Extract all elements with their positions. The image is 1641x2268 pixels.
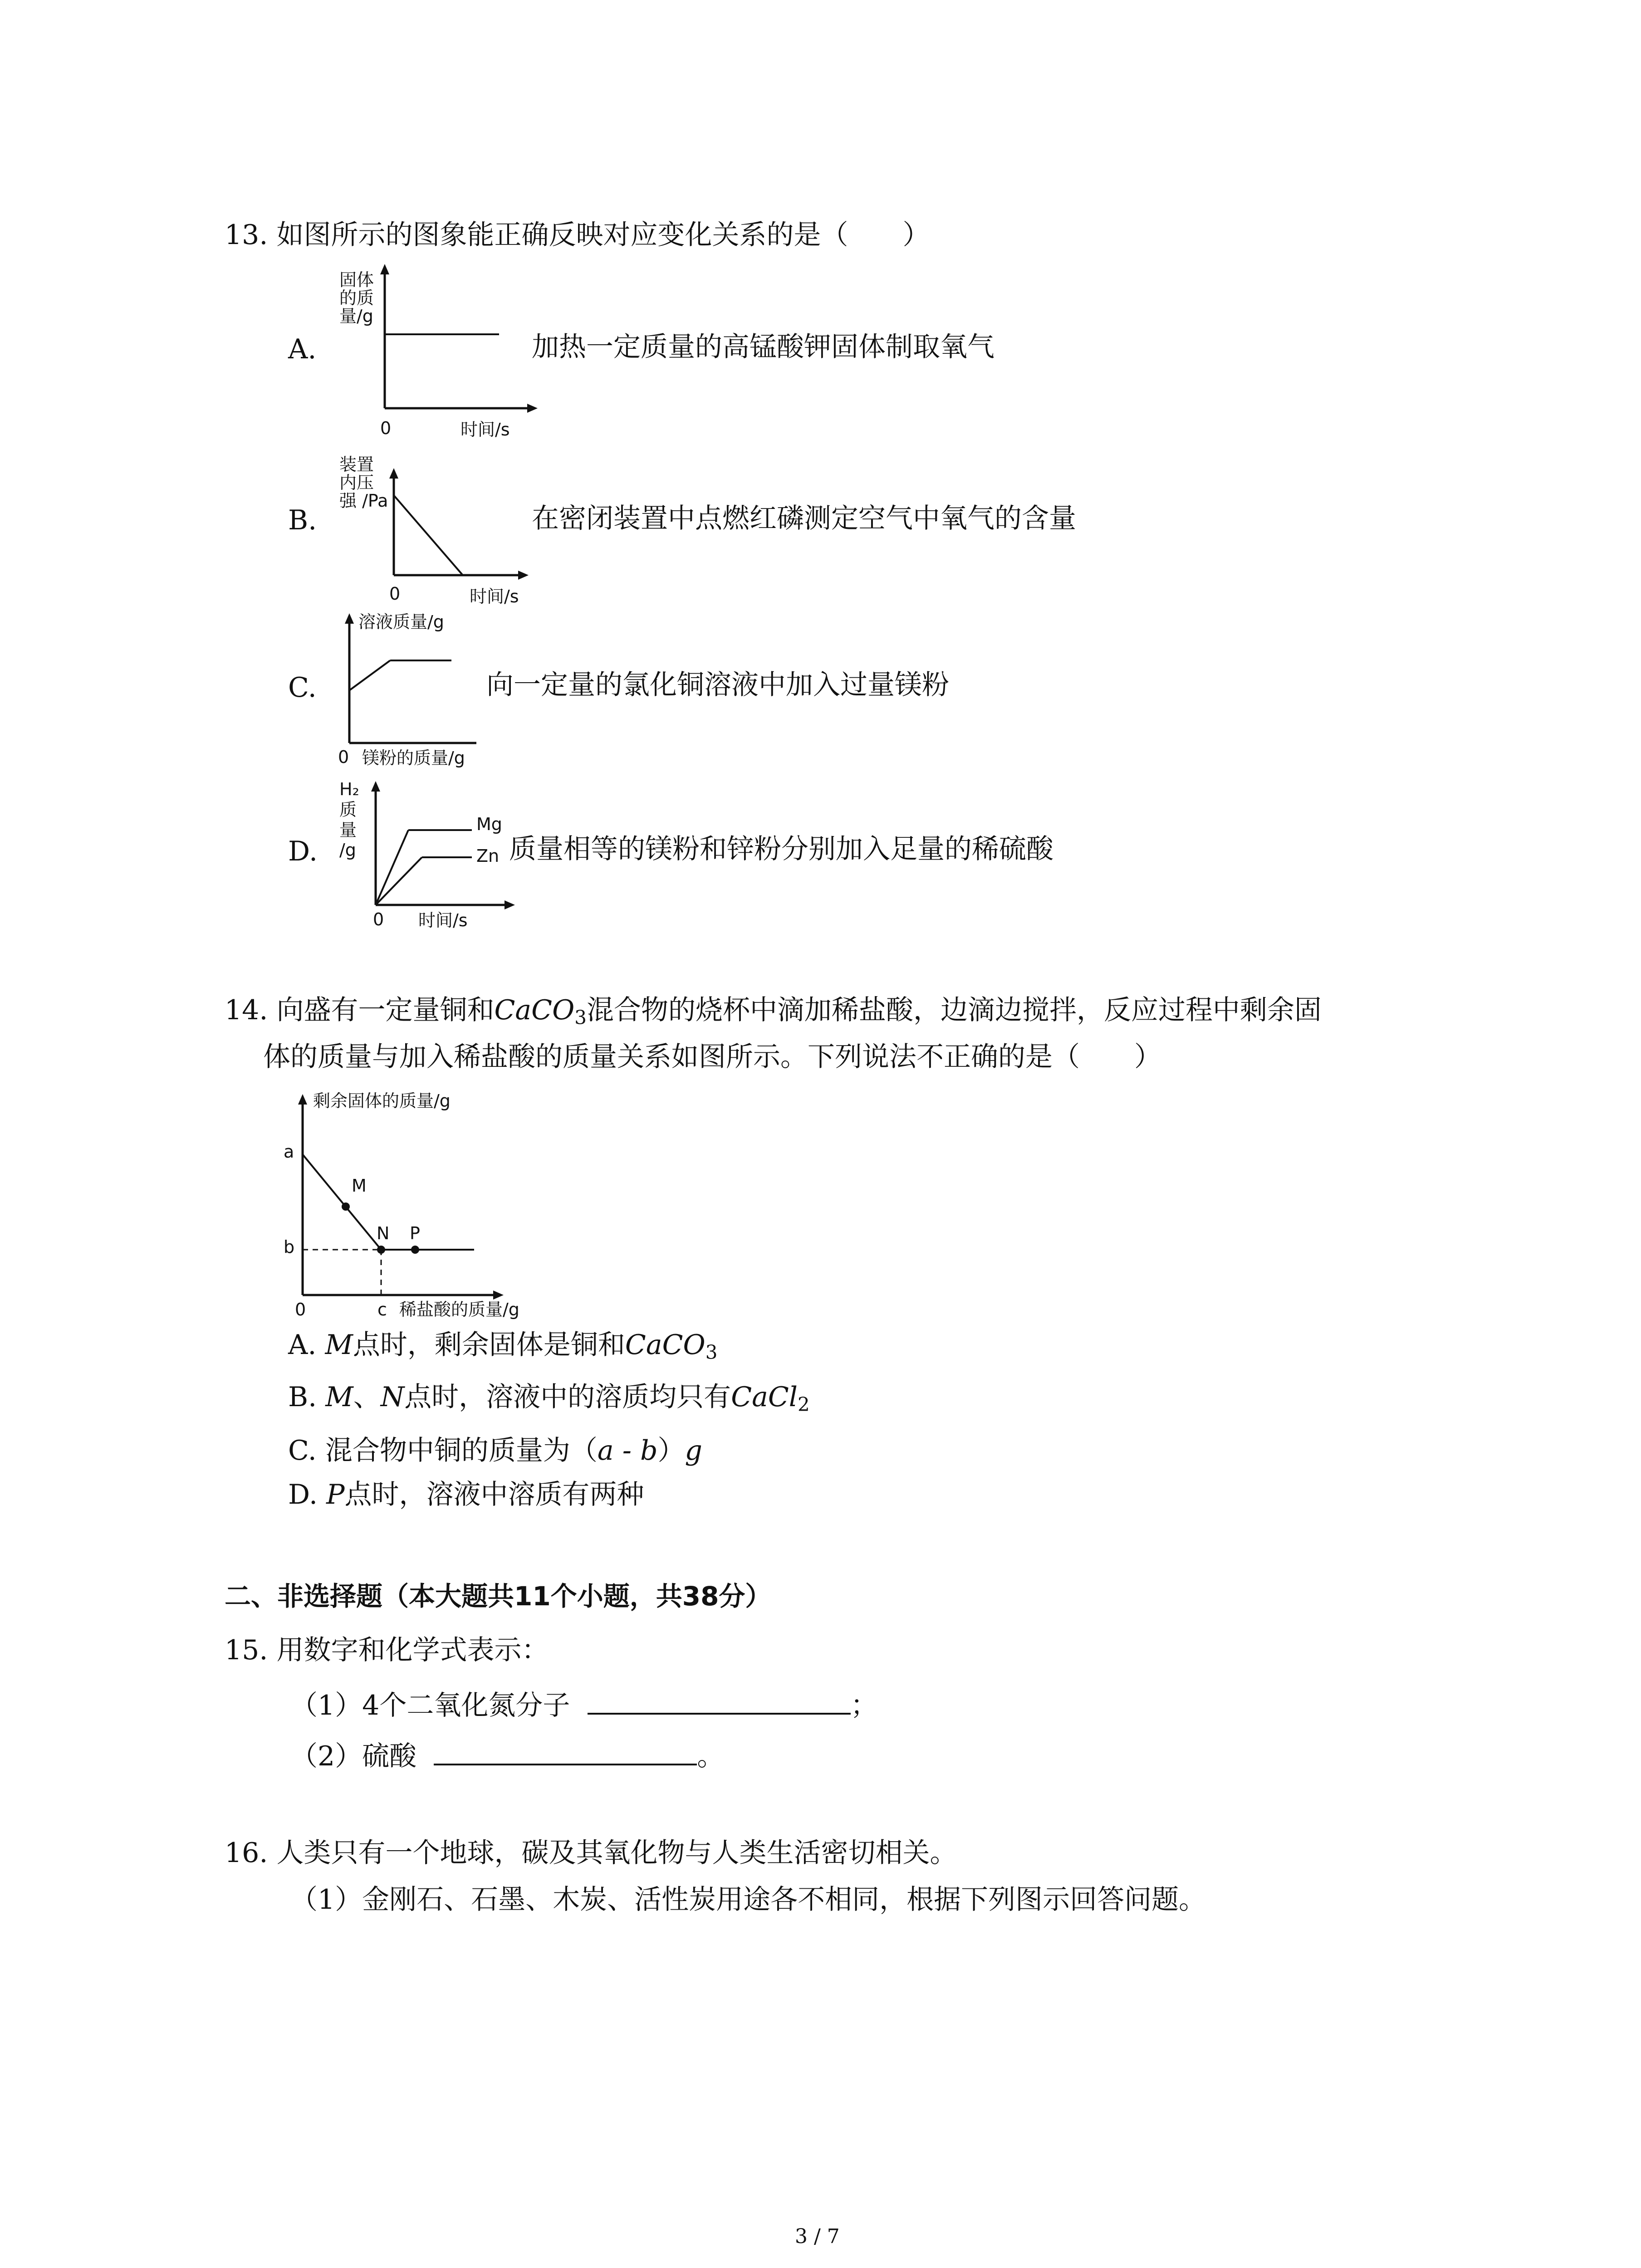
q13b-origin: 0 (389, 584, 401, 604)
q13-option-c-letter: C. (288, 672, 317, 704)
q13-option-b-text: 在密闭装置中点燃红磷测定空气中氧气的含量 (532, 503, 1076, 534)
q16-stem: 16. 人类只有一个地球，碳及其氧化物与人类生活密切相关。 (225, 1837, 957, 1869)
q13-option-a-letter: A. (288, 333, 317, 365)
q13d-xlabel: 时间/s (418, 910, 468, 930)
q13-option-d-letter: D. (288, 836, 318, 867)
q13-stem: 13. 如图所示的图象能正确反映对应变化关系的是（ ） (225, 219, 930, 251)
q13b-ylabel: 装置 内压 强 /Pa (339, 455, 388, 511)
q14-label-a: a (284, 1142, 294, 1162)
q13d-series-mg: Mg (476, 814, 502, 834)
q13a-graph (363, 263, 544, 417)
q13c-ylabel: 溶液质量/g (358, 612, 444, 632)
q14-option-c: C. 混合物中铜的质量为（a - b）g (288, 1435, 702, 1466)
q13b-graph (372, 467, 535, 585)
q14-origin: 0 (295, 1300, 306, 1320)
q13c-xlabel: 镁粉的质量/g (362, 748, 465, 768)
q13b-xlabel: 时间/s (470, 587, 519, 606)
q13-option-d-text: 质量相等的镁粉和锌粉分别加入足量的稀硫酸 (509, 833, 1053, 865)
q15-blank-1[interactable] (588, 1686, 851, 1715)
q14-label-n: N (377, 1223, 390, 1243)
q14-xlabel: 稀盐酸的质量/g (399, 1300, 519, 1320)
q14-option-b: B. M、N点时，溶液中的溶质均只有CaCl$_2$ (288, 1381, 810, 1416)
q13a-origin: 0 (380, 418, 392, 438)
q13c-origin: 0 (338, 747, 349, 767)
q14-graph (290, 1093, 517, 1302)
q14-stem-line2: 体的质量与加入稀盐酸的质量关系如图所示。下列说法不正确的是（ ） (263, 1041, 1161, 1073)
q15-item-2: （2）硫酸 。 (290, 1737, 724, 1770)
q13d-graph (358, 780, 526, 912)
q15-item-1: （1）4个二氧化氮分子 ； (290, 1686, 878, 1719)
q14-label-p: P (410, 1223, 420, 1243)
q16-item-1: （1）金刚石、石墨、木炭、活性炭用途各不相同，根据下列图示回答问题。 (290, 1884, 1206, 1916)
q14-option-d: D. P点时，溶液中溶质有两种 (288, 1479, 644, 1510)
q13d-origin: 0 (373, 909, 384, 929)
q14-stem-line1: 14. 向盛有一定量铜和CaCO$_3$混合物的烧杯中滴加稀盐酸，边滴边搅拌，反应过程中剩余固 (225, 994, 1322, 1029)
q13-option-c-text: 向一定量的氯化铜溶液中加入过量镁粉 (486, 669, 949, 701)
q13a-ylabel: 固体 的质 量/g (339, 270, 374, 326)
q14-graph-ylabel: 剩余固体的质量/g (313, 1091, 451, 1111)
q13c-graph (336, 612, 481, 748)
q13-option-b-letter: B. (288, 504, 317, 536)
q13d-ylabel: H₂ 质 量 /g (339, 779, 359, 860)
q13a-xlabel: 时间/s (460, 420, 510, 440)
q13d-series-zn: Zn (476, 846, 500, 866)
q14-label-b: b (284, 1237, 295, 1257)
section-2-title: 二、非选择题（本大题共11个小题，共38分） (225, 1581, 772, 1612)
page-number: 3 / 7 (795, 2225, 840, 2248)
q14-label-c: c (377, 1300, 387, 1320)
q15-blank-2[interactable] (434, 1737, 697, 1765)
q14-label-m: M (352, 1176, 367, 1196)
q14-option-a: A. M点时，剩余固体是铜和CaCO$_3$ (288, 1329, 718, 1364)
q15-stem: 15. 用数字和化学式表示： (225, 1634, 549, 1666)
q13-option-a-text: 加热一定质量的高锰酸钾固体制取氧气 (532, 331, 994, 363)
